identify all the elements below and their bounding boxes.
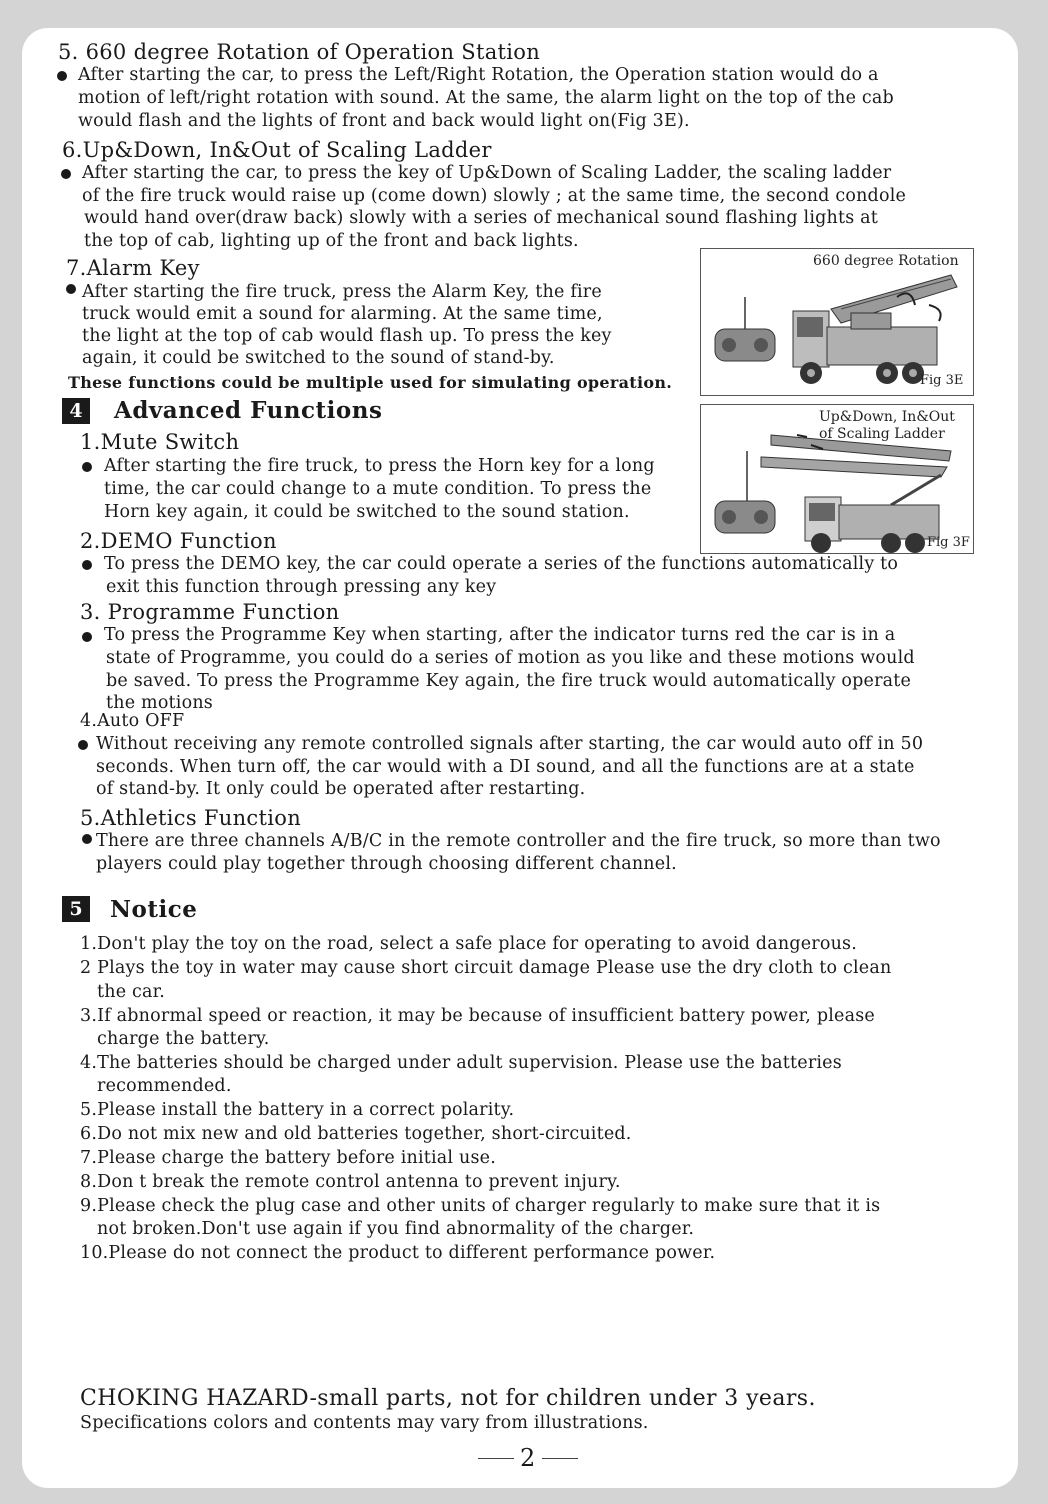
figure-3e: [700, 248, 974, 396]
alarm-heading: 7.Alarm Key: [66, 256, 200, 280]
programme-heading: 3. Programme Function: [80, 600, 340, 624]
bullet-icon: [78, 740, 88, 750]
ladder-line-1: After starting the car, to press the key of Up&Down of Scaling Ladder, the scaling ladder: [82, 163, 892, 183]
figure-3e-label: Fig 3E: [920, 373, 964, 388]
ladder-line-4: the top of cab, lighting up of the front and back lights.: [84, 231, 579, 251]
programme-line-1: To press the Programme Key when starting, after the indicator turns red the car is in a: [104, 625, 896, 645]
athletics-heading: 5.Athletics Function: [80, 806, 302, 830]
page-number-rule-right: [542, 1458, 578, 1459]
mute-heading: 1.Mute Switch: [80, 430, 240, 454]
autooff-line-3: of stand-by. It only could be operated after restarting.: [96, 779, 586, 799]
ladder-heading: 6.Up&Down, In&Out of Scaling Ladder: [62, 138, 492, 162]
manual-page: [22, 28, 1018, 1488]
bullet-icon: [61, 169, 71, 179]
notice-line-10: 7.Please charge the battery before initial use.: [80, 1148, 496, 1168]
alarm-line-1: After starting the fire truck, press the Alarm Key, the fire: [82, 282, 602, 302]
section-5-badge: 5: [62, 896, 90, 922]
autooff-heading: 4.Auto OFF: [80, 711, 185, 731]
notice-line-11: 8.Don t break the remote control antenna to prevent injury.: [80, 1172, 621, 1192]
notice-line-6: 4.The batteries should be charged under adult supervision. Please use the batteries: [80, 1053, 842, 1073]
figure-3f-caption-1: Up&Down, In&Out: [819, 409, 955, 425]
alarm-line-2: truck would emit a sound for alarming. At the same time,: [82, 304, 603, 324]
notice-line-13: not broken.Don't use again if you find abnormality of the charger.: [97, 1219, 695, 1239]
programme-line-3: be saved. To press the Programme Key again, the fire truck would automatically operate: [106, 671, 912, 691]
fire-truck-ladder-illustration: [701, 405, 973, 553]
rotation-line-3: would flash and the lights of front and back would light on(Fig 3E).: [78, 111, 690, 131]
notice-line-2: 2 Plays the toy in water may cause short circuit damage Please use the dry cloth to clean: [80, 958, 892, 978]
demo-heading: 2.DEMO Function: [80, 529, 277, 553]
notice-line-3: the car.: [97, 982, 166, 1002]
bullet-icon: [57, 71, 67, 81]
notice-line-7: recommended.: [97, 1076, 232, 1096]
rotation-line-1: After starting the car, to press the Left/Right Rotation, the Operation station would do a: [78, 65, 879, 85]
figure-3f-caption-2: of Scaling Ladder: [819, 426, 945, 442]
bullet-icon: [66, 284, 76, 294]
notice-line-4: 3.If abnormal speed or reaction, it may be because of insufficient battery power, please: [80, 1006, 875, 1026]
specifications-note: Specifications colors and contents may vary from illustrations.: [80, 1413, 649, 1433]
mute-line-1: After starting the fire truck, to press the Horn key for a long: [104, 456, 655, 476]
choking-hazard-warning: CHOKING HAZARD-small parts, not for children under 3 years.: [80, 1386, 816, 1411]
ladder-line-2: of the fire truck would raise up (come down) slowly ; at the same time, the second condole: [82, 186, 907, 206]
bullet-icon: [82, 834, 92, 844]
bullet-icon: [82, 632, 92, 642]
notice-line-9: 6.Do not mix new and old batteries together, short-circuited.: [80, 1124, 632, 1144]
notice-title: Notice: [110, 896, 198, 923]
notice-line-8: 5.Please install the battery in a correct polarity.: [80, 1100, 515, 1120]
notice-line-14: 10.Please do not connect the product to different performance power.: [80, 1243, 716, 1263]
notice-line-5: charge the battery.: [97, 1029, 270, 1049]
notice-line-12: 9.Please check the plug case and other units of charger regularly to make sure that it is: [80, 1196, 881, 1216]
mute-line-2: time, the car could change to a mute condition. To press the: [104, 479, 652, 499]
athletics-line-2: players could play together through choosing different channel.: [96, 854, 677, 874]
section-4-badge: 4: [62, 398, 90, 424]
bullet-icon: [82, 560, 92, 570]
multiple-use-note: These functions could be multiple used for simulating operation.: [68, 373, 673, 392]
demo-line-1: To press the DEMO key, the car could operate a series of the functions automatically to: [104, 554, 899, 574]
athletics-line-1: There are three channels A/B/C in the remote controller and the fire truck, so more than two: [96, 831, 941, 851]
ladder-line-3: would hand over(draw back) slowly with a series of mechanical sound flashing lights at: [84, 208, 879, 228]
figure-3e-caption: 660 degree Rotation: [813, 253, 959, 269]
page-number-rule-left: [478, 1458, 514, 1459]
alarm-line-4: again, it could be switched to the sound of stand-by.: [82, 348, 555, 368]
programme-line-4: the motions: [106, 693, 213, 713]
figure-3f-label: Fig 3F: [927, 535, 970, 550]
demo-line-2: exit this function through pressing any key: [106, 577, 497, 597]
bullet-icon: [82, 462, 92, 472]
alarm-line-3: the light at the top of cab would flash up. To press the key: [82, 326, 612, 346]
autooff-line-1: Without receiving any remote controlled signals after starting, the car would auto off in 50: [96, 734, 924, 754]
autooff-line-2: seconds. When turn off, the car would with a DI sound, and all the functions are at a state: [96, 757, 915, 777]
advanced-functions-title: Advanced Functions: [114, 397, 383, 424]
figure-3f: [700, 404, 974, 554]
page-number: 2: [520, 1444, 536, 1472]
notice-line-1: 1.Don't play the toy on the road, select a safe place for operating to avoid dangerous.: [80, 934, 857, 954]
rotation-line-2: motion of left/right rotation with sound. At the same, the alarm light on the top of the cab: [78, 88, 894, 108]
rotation-heading: 5. 660 degree Rotation of Operation Station: [58, 40, 541, 64]
mute-line-3: Horn key again, it could be switched to the sound station.: [104, 502, 630, 522]
programme-line-2: state of Programme, you could do a series of motion as you like and these motions would: [106, 648, 915, 668]
